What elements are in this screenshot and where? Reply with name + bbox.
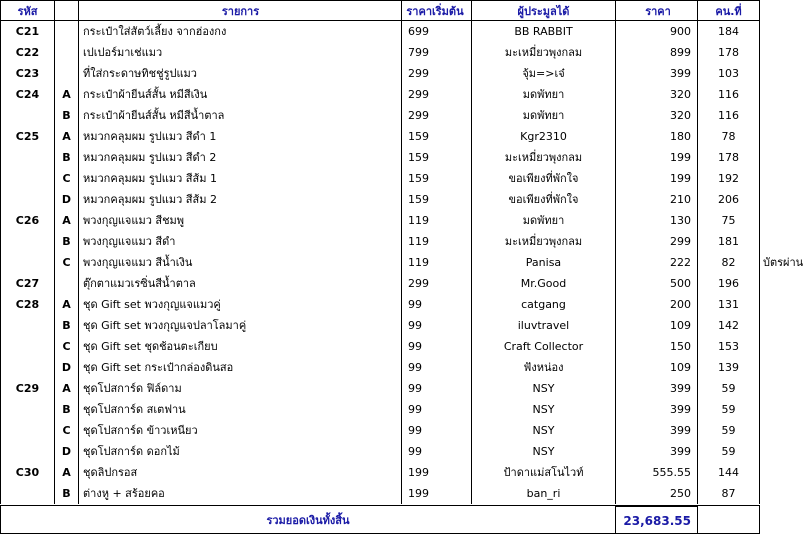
item-cell[interactable]: ชุด Gift set ชุดช้อนตะเกียบ (79, 336, 402, 357)
price-cell[interactable]: 555.55 (616, 462, 698, 483)
winner-cell[interactable]: ขอเพียงที่พักใจ (472, 168, 616, 189)
price-cell[interactable]: 150 (616, 336, 698, 357)
price-cell[interactable]: 500 (616, 273, 698, 294)
winner-cell[interactable]: มดพัทยา (472, 105, 616, 126)
rank-cell[interactable]: 59 (698, 378, 760, 399)
item-cell[interactable]: หมวกคลุมผม รูปแมว สีส้ม 2 (79, 189, 402, 210)
extra-cell[interactable] (760, 210, 812, 231)
price-cell[interactable]: 130 (616, 210, 698, 231)
table-row (0, 231, 812, 252)
rank-cell[interactable]: 184 (698, 21, 760, 42)
price-cell[interactable]: 399 (616, 441, 698, 462)
header-sub[interactable] (55, 0, 79, 21)
code-cell[interactable]: C21 (0, 21, 55, 42)
start-price-cell[interactable]: 159 (402, 147, 472, 168)
start-price-cell[interactable]: 99 (402, 441, 472, 462)
sub-cell[interactable]: B (55, 231, 79, 252)
winner-cell[interactable]: มะเหมี่ยวพุงกลม (472, 147, 616, 168)
code-cell[interactable] (0, 483, 55, 504)
code-cell[interactable] (0, 147, 55, 168)
code-cell[interactable] (0, 231, 55, 252)
winner-cell[interactable]: มะเหมี่ยวพุงกลม (472, 231, 616, 252)
sub-cell[interactable]: C (55, 252, 79, 273)
winner-cell[interactable]: Kgr2310 (472, 126, 616, 147)
table-row (0, 378, 812, 399)
sub-cell[interactable]: A (55, 210, 79, 231)
rank-cell[interactable]: 116 (698, 105, 760, 126)
table-row (0, 63, 812, 84)
price-cell[interactable]: 299 (616, 231, 698, 252)
code-cell[interactable] (0, 336, 55, 357)
winner-cell[interactable]: Panisa (472, 252, 616, 273)
table-row (0, 168, 812, 189)
start-price-cell[interactable]: 299 (402, 84, 472, 105)
header-rank[interactable]: คน.ที่ (698, 0, 760, 21)
extra-cell[interactable] (760, 126, 812, 147)
rank-cell[interactable]: 59 (698, 399, 760, 420)
code-cell[interactable] (0, 420, 55, 441)
rank-cell[interactable]: 144 (698, 462, 760, 483)
item-cell[interactable]: ชุดโปสการ์ด ฟิล์ดาม (79, 378, 402, 399)
price-cell[interactable]: 199 (616, 147, 698, 168)
rank-cell[interactable]: 59 (698, 420, 760, 441)
start-price-cell[interactable]: 799 (402, 42, 472, 63)
code-cell[interactable] (0, 105, 55, 126)
rank-cell[interactable]: 82 (698, 252, 760, 273)
extra-cell[interactable] (760, 483, 812, 504)
price-cell[interactable]: 320 (616, 84, 698, 105)
price-cell[interactable]: 199 (616, 168, 698, 189)
total-empty-cell[interactable] (698, 505, 760, 534)
item-cell[interactable]: ชุดโปสการ์ด สเตฟาน (79, 399, 402, 420)
item-cell[interactable]: เปเปอร์มาเช่แมว (79, 42, 402, 63)
winner-cell[interactable]: มดพัทยา (472, 210, 616, 231)
start-price-cell[interactable]: 159 (402, 168, 472, 189)
item-cell[interactable]: กระเป๋าผ้ายีนส์สั้น หมีสีเงิน (79, 84, 402, 105)
table-row (0, 483, 812, 504)
code-cell[interactable]: C27 (0, 273, 55, 294)
price-cell[interactable]: 399 (616, 420, 698, 441)
item-cell[interactable]: ต่างหู + สร้อยคอ (79, 483, 402, 504)
header-start-price[interactable]: ราคาเริ่มต้น (402, 0, 472, 21)
price-cell[interactable]: 399 (616, 399, 698, 420)
price-cell[interactable]: 109 (616, 357, 698, 378)
sub-cell[interactable]: B (55, 315, 79, 336)
item-cell[interactable]: พวงกุญแจแมว สีน้ำเงิน (79, 252, 402, 273)
sub-cell[interactable] (55, 273, 79, 294)
start-price-cell[interactable]: 99 (402, 420, 472, 441)
table-row (0, 189, 812, 210)
start-price-cell[interactable]: 99 (402, 336, 472, 357)
item-cell[interactable]: หมวกคลุมผม รูปแมว สีดำ 1 (79, 126, 402, 147)
table-row (0, 42, 812, 63)
rank-cell[interactable]: 178 (698, 147, 760, 168)
winner-cell[interactable]: NSY (472, 399, 616, 420)
code-cell[interactable]: C24 (0, 84, 55, 105)
sub-cell[interactable]: B (55, 147, 79, 168)
price-cell[interactable]: 250 (616, 483, 698, 504)
sub-cell[interactable]: D (55, 189, 79, 210)
code-cell[interactable] (0, 357, 55, 378)
extra-cell[interactable] (760, 63, 812, 84)
rank-cell[interactable]: 192 (698, 168, 760, 189)
code-cell[interactable] (0, 399, 55, 420)
item-cell[interactable]: หมวกคลุมผม รูปแมว สีส้ม 1 (79, 168, 402, 189)
table-row (0, 84, 812, 105)
rank-cell[interactable]: 178 (698, 42, 760, 63)
rank-cell[interactable]: 78 (698, 126, 760, 147)
start-price-cell[interactable]: 99 (402, 357, 472, 378)
winner-cell[interactable]: ฟังหน่อง (472, 357, 616, 378)
table-row (0, 210, 812, 231)
sub-cell[interactable]: C (55, 336, 79, 357)
winner-cell[interactable]: จุ้ม=>เจ๋ (472, 63, 616, 84)
start-price-cell[interactable]: 159 (402, 189, 472, 210)
item-cell[interactable]: กระเป๋าใส่สัตว์เลี้ยง จากฮ่องกง (79, 21, 402, 42)
extra-cell[interactable] (760, 294, 812, 315)
table-row (0, 252, 812, 273)
table-row (0, 126, 812, 147)
start-price-cell[interactable]: 199 (402, 483, 472, 504)
price-cell[interactable]: 109 (616, 315, 698, 336)
sub-cell[interactable] (55, 63, 79, 84)
rank-cell[interactable]: 87 (698, 483, 760, 504)
extra-cell[interactable] (760, 105, 812, 126)
start-price-cell[interactable]: 99 (402, 315, 472, 336)
header-code[interactable]: รหัส (0, 0, 55, 21)
rank-cell[interactable]: 131 (698, 294, 760, 315)
extra-cell[interactable] (760, 21, 812, 42)
extra-cell[interactable] (760, 168, 812, 189)
item-cell[interactable]: ชุด Gift set พวงกุญแจแมวคู่ (79, 294, 402, 315)
sub-cell[interactable]: D (55, 441, 79, 462)
table-row (0, 399, 812, 420)
rank-cell[interactable]: 142 (698, 315, 760, 336)
winner-cell[interactable]: ป้าดาแม่สโนไวท์ (472, 462, 616, 483)
code-cell[interactable] (0, 441, 55, 462)
start-price-cell[interactable]: 299 (402, 273, 472, 294)
winner-cell[interactable]: NSY (472, 420, 616, 441)
start-price-cell[interactable]: 119 (402, 252, 472, 273)
sub-cell[interactable] (55, 42, 79, 63)
sub-cell[interactable]: B (55, 483, 79, 504)
rank-cell[interactable]: 181 (698, 231, 760, 252)
extra-cell[interactable] (760, 357, 812, 378)
winner-cell[interactable]: Craft Collector (472, 336, 616, 357)
item-cell[interactable]: ชุดโปสการ์ด ดอกไม้ (79, 441, 402, 462)
header-item[interactable]: รายการ (79, 0, 402, 21)
item-cell[interactable]: พวงกุญแจแมว สีชมพู (79, 210, 402, 231)
header-winner[interactable]: ผู้ประมูลได้ (472, 0, 616, 21)
start-price-cell[interactable]: 119 (402, 231, 472, 252)
winner-cell[interactable]: ban_ri (472, 483, 616, 504)
price-cell[interactable]: 399 (616, 63, 698, 84)
start-price-cell[interactable]: 99 (402, 378, 472, 399)
table-row (0, 294, 812, 315)
extra-cell[interactable] (760, 231, 812, 252)
table-row (0, 336, 812, 357)
extra-cell[interactable] (760, 399, 812, 420)
sub-cell[interactable]: D (55, 357, 79, 378)
winner-cell[interactable]: BB RABBIT (472, 21, 616, 42)
sub-cell[interactable]: B (55, 105, 79, 126)
table-row (0, 357, 812, 378)
rank-cell[interactable]: 206 (698, 189, 760, 210)
sub-cell[interactable]: B (55, 399, 79, 420)
price-cell[interactable]: 320 (616, 105, 698, 126)
extra-cell[interactable] (760, 42, 812, 63)
extra-cell[interactable] (760, 462, 812, 483)
code-cell[interactable]: C26 (0, 210, 55, 231)
price-cell[interactable]: 900 (616, 21, 698, 42)
start-price-cell[interactable]: 159 (402, 126, 472, 147)
start-price-cell[interactable]: 99 (402, 399, 472, 420)
extra-cell[interactable] (760, 420, 812, 441)
total-label[interactable]: รวมยอดเงินทั้งสิ้น (0, 505, 616, 534)
sub-cell[interactable]: A (55, 462, 79, 483)
code-cell[interactable]: C28 (0, 294, 55, 315)
rank-cell[interactable]: 116 (698, 84, 760, 105)
sub-cell[interactable]: A (55, 126, 79, 147)
item-cell[interactable]: ชุด Gift set กระเป๋ากล่องดินสอ (79, 357, 402, 378)
winner-cell[interactable]: ขอเพียงที่พักใจ (472, 189, 616, 210)
sub-cell[interactable]: C (55, 168, 79, 189)
start-price-cell[interactable]: 299 (402, 105, 472, 126)
winner-cell[interactable]: NSY (472, 378, 616, 399)
sub-cell[interactable]: A (55, 294, 79, 315)
price-cell[interactable]: 200 (616, 294, 698, 315)
code-cell[interactable] (0, 252, 55, 273)
extra-cell[interactable] (760, 378, 812, 399)
item-cell[interactable]: ตุ๊กตาแมวเรซิ่นสีน้ำตาล (79, 273, 402, 294)
start-price-cell[interactable]: 199 (402, 462, 472, 483)
table-row (0, 420, 812, 441)
extra-cell[interactable] (760, 147, 812, 168)
code-cell[interactable]: C22 (0, 42, 55, 63)
table-row (0, 441, 812, 462)
sub-cell[interactable]: C (55, 420, 79, 441)
sub-cell[interactable] (55, 21, 79, 42)
extra-cell[interactable]: บัตรผ่าน (763, 256, 804, 269)
price-cell[interactable]: 210 (616, 189, 698, 210)
table-row (0, 105, 812, 126)
rank-cell[interactable]: 75 (698, 210, 760, 231)
item-cell[interactable]: ชุดลิปกรอส (79, 462, 402, 483)
code-cell[interactable] (0, 189, 55, 210)
price-cell[interactable]: 899 (616, 42, 698, 63)
winner-cell[interactable]: catgang (472, 294, 616, 315)
winner-cell[interactable]: มะเหมี่ยวพุงกลม (472, 42, 616, 63)
sub-cell[interactable]: A (55, 84, 79, 105)
item-cell[interactable]: ชุดโปสการ์ด ข้าวเหนียว (79, 420, 402, 441)
code-cell[interactable] (0, 168, 55, 189)
extra-cell[interactable] (760, 189, 812, 210)
table-row (0, 273, 812, 294)
total-row (0, 505, 812, 534)
extra-cell[interactable] (760, 315, 812, 336)
start-price-cell[interactable]: 699 (402, 21, 472, 42)
code-cell[interactable] (0, 315, 55, 336)
table-row (0, 147, 812, 168)
start-price-cell[interactable]: 299 (402, 63, 472, 84)
rank-cell[interactable]: 196 (698, 273, 760, 294)
header-row (0, 0, 812, 21)
extra-cell[interactable] (760, 84, 812, 105)
item-cell[interactable]: ที่ใส่กระดาษทิชชู่รูปแมว (79, 63, 402, 84)
item-cell[interactable]: กระเป๋าผ้ายีนส์สั้น หมีสีน้ำตาล (79, 105, 402, 126)
start-price-cell[interactable]: 99 (402, 294, 472, 315)
table-row (0, 315, 812, 336)
price-cell[interactable]: 399 (616, 378, 698, 399)
code-cell[interactable]: C29 (0, 378, 55, 399)
winner-cell[interactable]: มดพัทยา (472, 84, 616, 105)
total-value[interactable]: 23,683.55 (616, 505, 698, 534)
table-row (0, 21, 812, 42)
rank-cell[interactable]: 59 (698, 441, 760, 462)
rank-cell[interactable]: 153 (698, 336, 760, 357)
extra-cell[interactable] (760, 441, 812, 462)
start-price-cell[interactable]: 119 (402, 210, 472, 231)
sub-cell[interactable]: A (55, 378, 79, 399)
header-price[interactable]: ราคา (616, 0, 698, 21)
rank-cell[interactable]: 139 (698, 357, 760, 378)
code-cell[interactable]: C23 (0, 63, 55, 84)
item-cell[interactable]: ชุด Gift set พวงกุญแจปลาโลมาคู่ (79, 315, 402, 336)
winner-cell[interactable]: Mr.Good (472, 273, 616, 294)
item-cell[interactable]: หมวกคลุมผม รูปแมว สีดำ 2 (79, 147, 402, 168)
code-cell[interactable]: C30 (0, 462, 55, 483)
price-cell[interactable]: 222 (616, 252, 698, 273)
extra-cell[interactable] (760, 273, 812, 294)
code-cell[interactable]: C25 (0, 126, 55, 147)
item-cell[interactable]: พวงกุญแจแมว สีดำ (79, 231, 402, 252)
table-row (0, 462, 812, 483)
rank-cell[interactable]: 103 (698, 63, 760, 84)
winner-cell[interactable]: iluvtravel (472, 315, 616, 336)
extra-cell[interactable] (760, 336, 812, 357)
winner-cell[interactable]: NSY (472, 441, 616, 462)
header-extra[interactable] (760, 0, 812, 21)
price-cell[interactable]: 180 (616, 126, 698, 147)
